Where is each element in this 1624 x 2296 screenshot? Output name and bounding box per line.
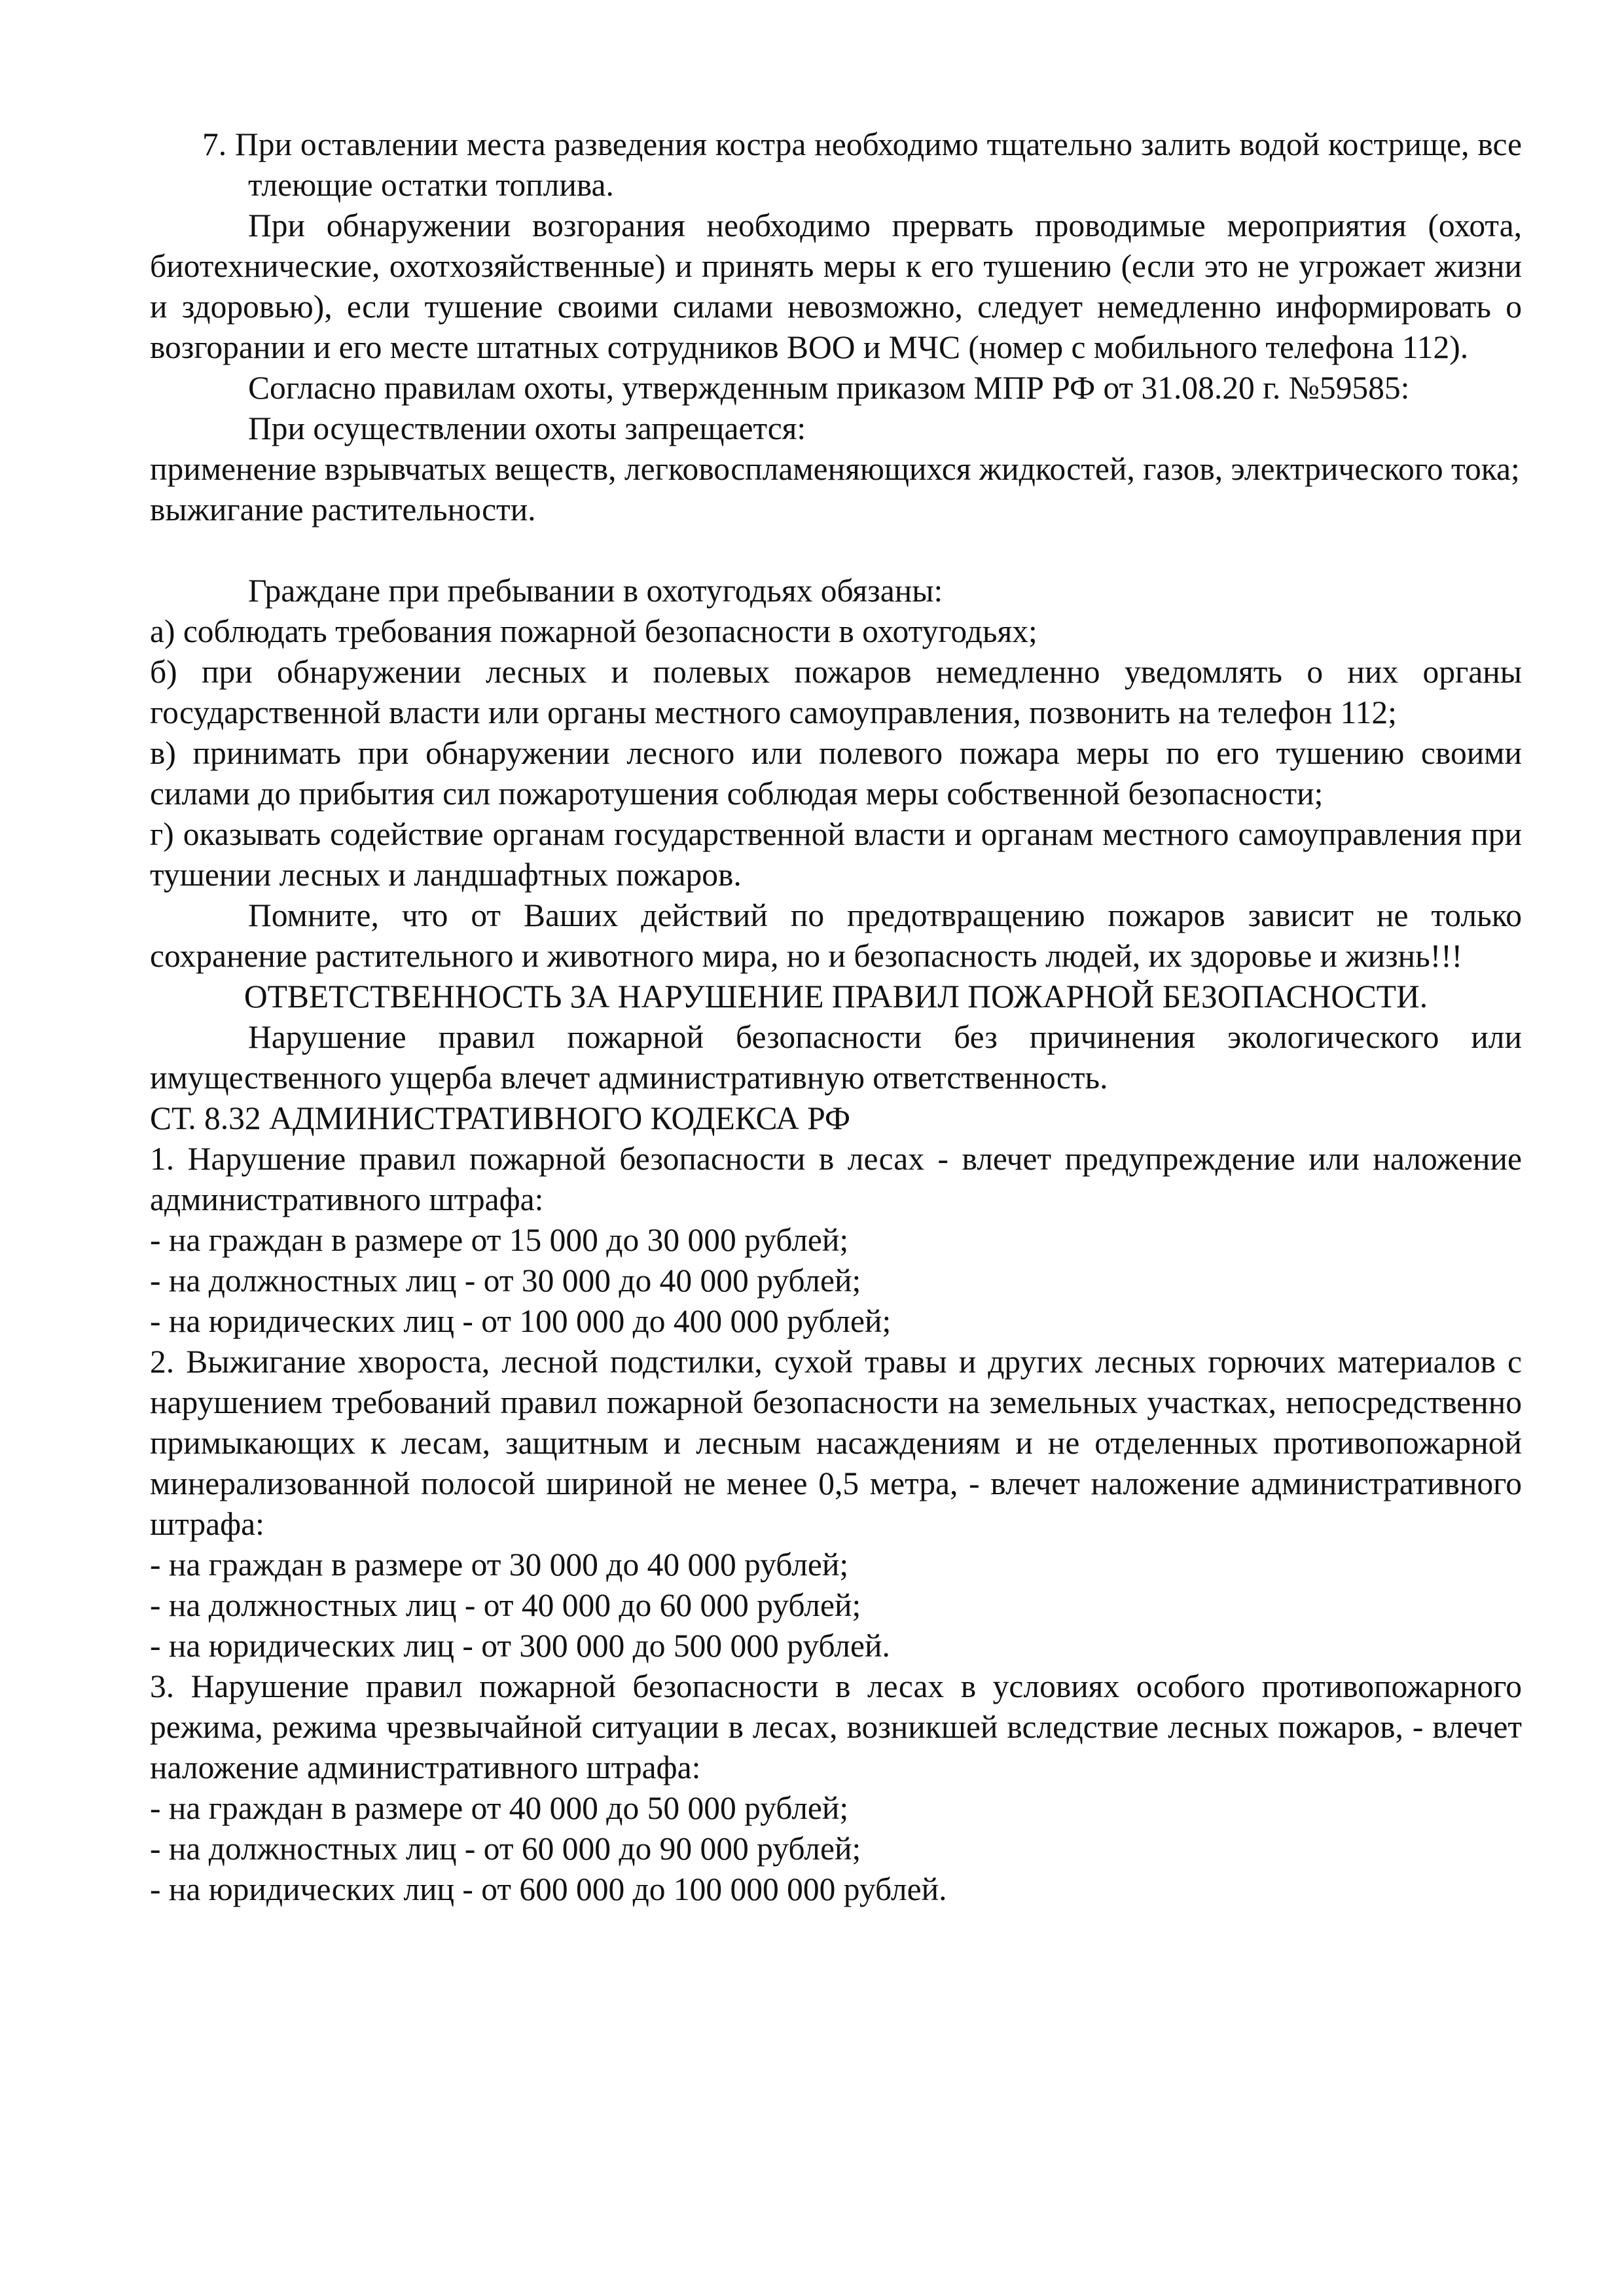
article-heading: СТ. 8.32 АДМИНИСТРАТИВНОГО КОДЕКСА РФ — [150, 1100, 850, 1136]
spacer — [150, 530, 1522, 571]
fine-line: - на граждан в размере от 15 000 до 30 000 рублей; — [150, 1222, 849, 1258]
liability-heading: ОТВЕТСТВЕННОСТЬ ЗА НАРУШЕНИЕ ПРАВИЛ ПОЖАРНОЙ БЕЗОПАСНОСТИ. — [244, 978, 1428, 1014]
citizens-item-b: б) при обнаружении лесных и полевых пожаров немедленно уведомлять о них органы государственной власти или органы местного самоуправления, позвонить на телефон 112; — [150, 654, 1522, 730]
fire-action-paragraph: При обнаружении возгорания необходимо прервать проводимые мероприятия (охота, биотехнические, охотхозяйственные) и принять меры к его тушению (если это не угрожает жизни и здоровью), если тушение своими силами невозможно, следует немедленно информировать о возгорании и его месте штатных сотрудников ВОО и МЧС (номер с мобильного телефона 112). — [150, 207, 1522, 365]
article-part-3: 3. Нарушение правил пожарной безопасности в лесах в условиях особого противопожарного режима, режима чрезвычайной ситуации в лесах, возникшей вследствие лесных пожаров, - влечет наложение административного штрафа: — [150, 1668, 1522, 1785]
fine-line: - на граждан в размере от 30 000 до 40 000 рублей; — [150, 1547, 849, 1583]
citizens-intro: Граждане при пребывании в охотугодьях обязаны: — [248, 573, 943, 609]
list-item-7: 7. При оставлении места разведения костра необходимо тщательно залить водой кострище, все тлеющие остатки топлива. — [202, 126, 1522, 203]
fine-line: - на должностных лиц - от 40 000 до 60 000 рублей; — [150, 1587, 861, 1623]
document-page — [150, 124, 1522, 1910]
fine-line: - на юридических лиц - от 300 000 до 500 000 рублей. — [150, 1628, 890, 1664]
liability-intro: Нарушение правил пожарной безопасности без причинения экологического или имущественного ущерба влечет административную ответственность. — [150, 1019, 1522, 1096]
citizens-item-a: а) соблюдать требования пожарной безопасности в охотугодьях; — [150, 613, 1038, 649]
article-part-2: 2. Выжигание хвороста, лесной подстилки, сухой травы и других лесных горючих материалов с нарушением требований правил пожарной безопасности на земельных участках, непосредственно примыкающих к лесам, защитным и лесным насаждениям и не отделенных противопожарной минерализованной полосой шириной не менее 0,5 метра, - влечет наложение административного штрафа: — [150, 1344, 1522, 1542]
fine-line: - на должностных лиц - от 30 000 до 40 000 рублей; — [150, 1263, 861, 1299]
article-part-1: 1. Нарушение правил пожарной безопасности в лесах - влечет предупреждение или наложение административного штрафа: — [150, 1141, 1522, 1217]
hunting-rules-paragraph: Согласно правилам охоты, утвержденным приказом МПР РФ от 31.08.20 г. №59585: — [248, 370, 1410, 406]
citizens-item-g: г) оказывать содействие органам государственной власти и органам местного самоуправления при тушении лесных и ландшафтных пожаров. — [150, 816, 1522, 893]
fine-line: - на граждан в размере от 40 000 до 50 000 рублей; — [150, 1790, 849, 1826]
fine-line: - на юридических лиц - от 600 000 до 100 000 000 рублей. — [150, 1871, 947, 1907]
remember-paragraph: Помните, что от Ваших действий по предотвращению пожаров зависит не только сохранение растительного и животного мира, но и безопасность людей, их здоровье и жизнь!!! — [150, 897, 1522, 974]
forbidden-intro: При осуществлении охоты запрещается: — [248, 410, 806, 446]
forbidden-item-1: применение взрывчатых веществ, легковоспламеняющихся жидкостей, газов, электрического тока; — [150, 451, 1520, 487]
fine-line: - на юридических лиц - от 100 000 до 400 000 рублей; — [150, 1303, 892, 1339]
fine-line: - на должностных лиц - от 60 000 до 90 000 рублей; — [150, 1831, 861, 1867]
citizens-item-v: в) принимать при обнаружении лесного или полевого пожара меры по его тушению своими силами до прибытия сил пожаротушения соблюдая меры собственной безопасности; — [150, 735, 1522, 812]
forbidden-item-2: выжигание растительности. — [150, 492, 536, 528]
